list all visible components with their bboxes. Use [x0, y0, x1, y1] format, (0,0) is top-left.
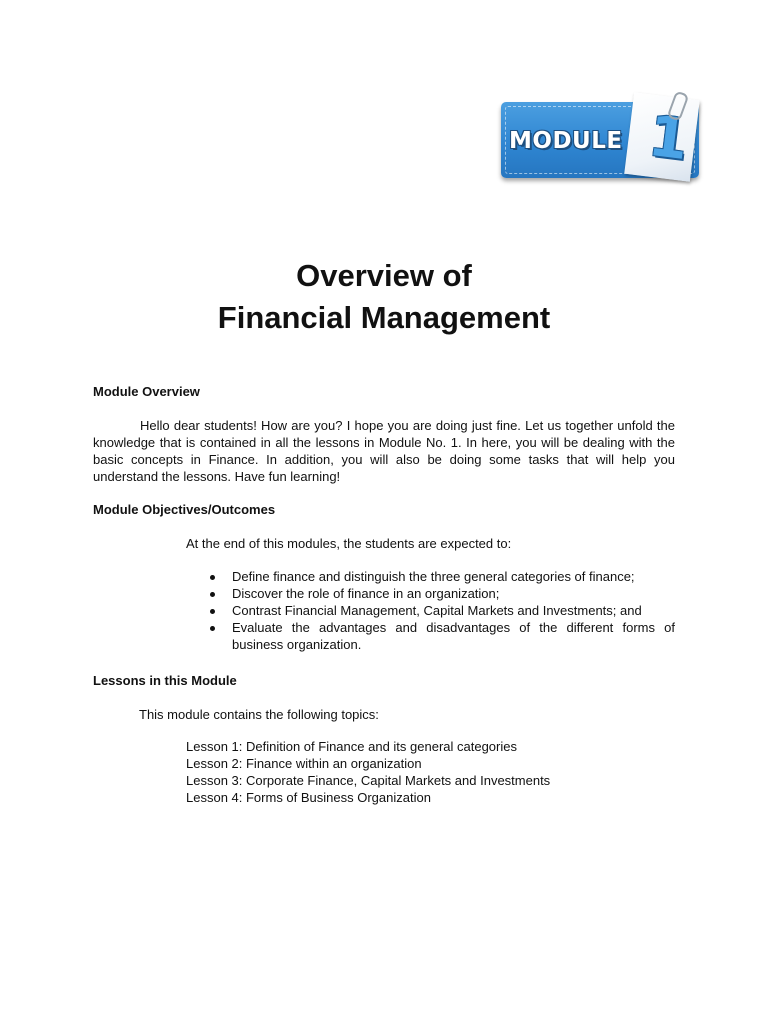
bullet-icon	[210, 609, 215, 614]
module-overview-heading: Module Overview	[93, 384, 200, 399]
objective-text: Evaluate the advantages and disadvantages of the different forms of business organization.	[232, 620, 675, 652]
objectives-heading: Module Objectives/Outcomes	[93, 502, 276, 517]
bullet-icon	[210, 575, 215, 580]
lesson-item: Lesson 2: Finance within an organization	[186, 756, 422, 771]
badge-number: 1	[645, 103, 692, 174]
title-line-2: Financial Management	[217, 300, 551, 335]
lesson-item: Lesson 4: Forms of Business Organization	[186, 790, 431, 805]
lessons-list	[186, 738, 550, 806]
objective-text: Contrast Financial Management, Capital Markets and Investments; and	[232, 603, 642, 618]
objectives-list	[186, 568, 675, 653]
module-overview-paragraph	[93, 417, 675, 485]
objective-item	[186, 602, 675, 619]
title-line-1: Overview of	[296, 258, 472, 293]
bullet-icon	[210, 626, 215, 631]
objective-item	[186, 568, 675, 585]
bullet-icon	[210, 592, 215, 597]
module-badge	[497, 92, 707, 188]
lessons-intro: This module contains the following topics:	[139, 707, 379, 722]
badge-word: MODULE	[509, 128, 623, 154]
lesson-item: Lesson 3: Corporate Finance, Capital Markets and Investments	[186, 773, 551, 788]
objective-item	[186, 585, 675, 602]
objective-text: Discover the role of finance in an organization;	[232, 586, 500, 601]
page-title	[0, 255, 768, 339]
lesson-item: Lesson 1: Definition of Finance and its general categories	[186, 739, 517, 754]
objective-text: Define finance and distinguish the three general categories of finance;	[232, 569, 635, 584]
objective-item	[186, 619, 675, 653]
lessons-heading: Lessons in this Module	[93, 673, 237, 688]
objectives-intro: At the end of this modules, the students are expected to:	[186, 536, 512, 551]
module-overview-text: Hello dear students! How are you? I hope you are doing just fine. Let us together unfold the knowledge that is contained in all the lessons in Module No. 1. In here, you will be dealing with the basic concepts in Finance. In addition, you will also be doing some tasks that will help you understand the lessons. Have fun learning!	[93, 418, 675, 484]
